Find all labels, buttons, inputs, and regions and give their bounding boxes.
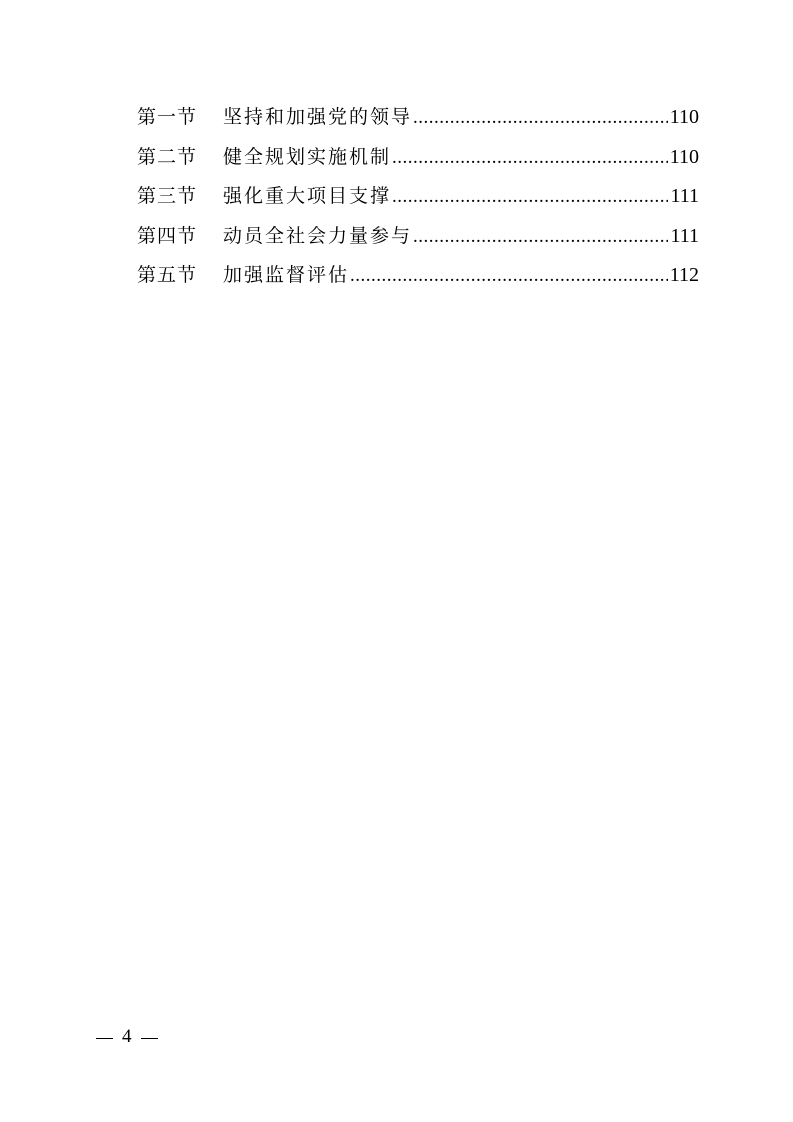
toc-page-number: 110 <box>669 106 699 128</box>
toc-section-label: 第一节 <box>137 106 198 128</box>
toc-section-label: 第四节 <box>137 224 198 247</box>
toc-entry[interactable] <box>137 256 699 296</box>
toc-page-number: 111 <box>670 185 699 207</box>
toc-leader-dots <box>413 217 668 257</box>
toc-leader-dots <box>392 177 668 217</box>
toc-page-number: 110 <box>669 145 699 168</box>
toc-leader-dots <box>350 256 668 296</box>
toc-leader-dots <box>413 98 668 138</box>
toc-entry-title: 强化重大项目支撑 <box>223 185 392 207</box>
toc-entry-title: 坚持和加强党的领导 <box>223 106 413 128</box>
page-footer <box>96 1026 158 1048</box>
footer-page-number: 4 <box>122 1026 132 1047</box>
toc-entry[interactable] <box>137 98 699 138</box>
toc-page-number: 111 <box>670 224 699 247</box>
toc-entry-title: 加强监督评估 <box>223 264 350 286</box>
footer-dash-left <box>96 1038 113 1039</box>
table-of-contents <box>137 98 699 296</box>
toc-entry[interactable] <box>137 138 699 178</box>
toc-section-label: 第三节 <box>137 185 198 207</box>
toc-leader-dots <box>392 138 668 178</box>
footer-dash-right <box>141 1038 158 1039</box>
toc-entry[interactable] <box>137 177 699 217</box>
toc-entry-title: 健全规划实施机制 <box>223 145 392 168</box>
toc-page-number: 112 <box>669 264 699 286</box>
toc-section-label: 第二节 <box>137 145 198 168</box>
toc-section-label: 第五节 <box>137 264 198 286</box>
toc-entry-title: 动员全社会力量参与 <box>223 224 413 247</box>
toc-entry[interactable] <box>137 217 699 257</box>
